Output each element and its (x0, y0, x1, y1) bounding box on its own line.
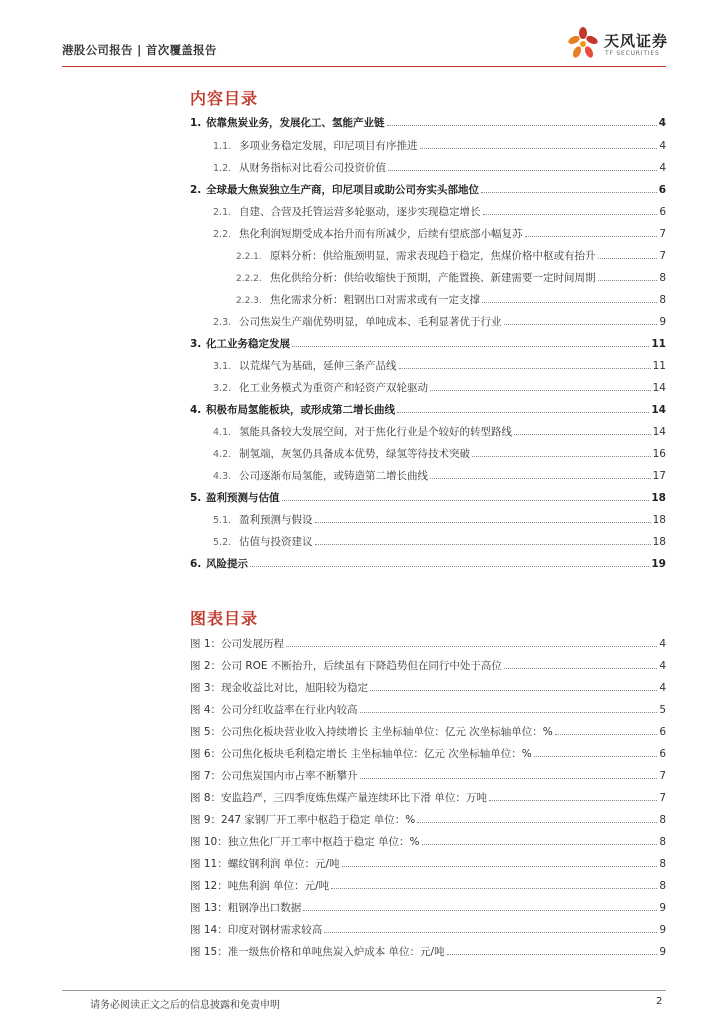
dot-leader (292, 346, 649, 347)
toc-entry-level-1[interactable] (190, 115, 666, 131)
header-divider (62, 66, 666, 67)
toc-entry-page: 8 (659, 272, 666, 284)
toc-entry-text: 公司逐渐布局氢能，或铸造第二增长曲线 (239, 470, 428, 482)
page-number: 2 (656, 996, 663, 1007)
figure-list-entry[interactable] (190, 878, 666, 894)
footer-disclaimer: 请务必阅读正文之后的信息披露和免责申明 (90, 1000, 280, 1011)
dot-leader (534, 756, 658, 757)
dot-leader (342, 866, 658, 867)
toc-entry-text: 风险提示 (206, 558, 248, 570)
figure-list-entry[interactable] (190, 702, 666, 718)
figure-entry-text: 图 9：247 家钢厂开工率中枢趋于稳定 单位：% (190, 814, 416, 826)
toc-entry-level-2[interactable] (213, 424, 666, 440)
toc-entry-text: 公司焦炭生产端优势明显，单吨成本、毛利显著优于行业 (239, 316, 502, 328)
toc-entry-level-3[interactable] (236, 292, 666, 308)
figure-list-entry[interactable] (190, 922, 666, 938)
toc-entry-page: 9 (659, 316, 666, 328)
dot-leader (430, 390, 651, 391)
toc-entry-number: 3. (190, 338, 202, 350)
figure-list-entry[interactable] (190, 680, 666, 696)
toc-entry-text: 从财务指标对比看公司投资价值 (239, 162, 386, 174)
dot-leader (472, 456, 651, 457)
toc-entry-number: 6. (190, 558, 202, 570)
toc-entry-level-1[interactable] (190, 182, 666, 198)
toc-entry-page: 4 (658, 117, 666, 129)
dot-leader (525, 236, 658, 237)
figure-entry-text: 图 12：吨焦利润 单位：元/吨 (190, 880, 330, 892)
figure-entry-text: 图 1：公司发展历程 (190, 638, 285, 650)
toc-entry-level-2[interactable] (213, 160, 666, 176)
toc-entry-number: 2.2.3. (236, 296, 262, 306)
figure-entry-page: 8 (659, 880, 666, 892)
figure-list-entry[interactable] (190, 856, 666, 872)
dot-leader (482, 302, 657, 303)
figure-entry-text: 图 4：公司分红收益率在行业内较高 (190, 704, 358, 716)
toc-entry-text: 焦化需求分析：粗钢出口对需求或有一定支撑 (270, 294, 480, 306)
toc-entry-level-2[interactable] (213, 534, 666, 550)
logo-name: 天风证券 (604, 32, 669, 50)
toc-entry-level-2[interactable] (213, 314, 666, 330)
figure-entry-text: 图 8：安监趋严，三四季度炼焦煤产量连续环比下滑 单位：万吨 (190, 792, 487, 804)
toc-entry-page: 18 (652, 536, 666, 548)
figure-entry-page: 9 (659, 902, 666, 914)
toc-entry-number: 4.1. (213, 427, 232, 438)
dot-leader (555, 734, 658, 735)
toc-entry-text: 自建、合营及托管运营多轮驱动，逐步实现稳定增长 (239, 206, 481, 218)
figure-entry-page: 4 (659, 638, 666, 650)
footer-divider (62, 990, 666, 991)
toc-entry-page: 14 (652, 426, 666, 438)
dot-leader (422, 844, 658, 845)
figure-entry-page: 9 (659, 924, 666, 936)
figure-entry-page: 7 (659, 770, 666, 782)
figure-entry-page: 4 (659, 682, 666, 694)
toc-entry-text: 全球最大焦炭独立生产商，印尼项目或助公司夯实头部地位 (206, 184, 479, 196)
figure-entry-page: 7 (659, 792, 666, 804)
dot-leader (489, 800, 657, 801)
toc-entry-level-2[interactable] (213, 380, 666, 396)
dot-leader (315, 522, 651, 523)
toc-entry-page: 4 (659, 162, 666, 174)
toc-entry-text: 盈利预测与假设 (239, 514, 313, 526)
dot-leader (360, 778, 658, 779)
dot-leader (514, 434, 651, 435)
figure-entry-page: 4 (659, 660, 666, 672)
toc-entry-text: 估值与投资建议 (239, 536, 313, 548)
toc-entry-level-2[interactable] (213, 512, 666, 528)
dot-leader (397, 412, 649, 413)
toc-entry-number: 5.1. (213, 515, 232, 526)
toc-entry-page: 19 (651, 558, 666, 570)
company-logo (566, 26, 676, 62)
toc-entry-number: 2.2.1. (236, 252, 262, 262)
toc-entry-text: 氢能具备较大发展空间，对于焦化行业是个较好的转型路线 (239, 426, 512, 438)
figure-entry-text: 图 14：印度对钢材需求较高 (190, 924, 323, 936)
dot-leader (388, 170, 657, 171)
toc-entry-page: 16 (652, 448, 666, 460)
toc-entry-number: 2.1. (213, 207, 232, 218)
toc-entry-text: 化工业务模式为重资产和轻资产双轮驱动 (239, 382, 428, 394)
figure-list-entry[interactable] (190, 658, 666, 674)
toc-entry-level-2[interactable] (213, 138, 666, 154)
dot-leader (598, 280, 658, 281)
dot-leader (387, 125, 657, 126)
toc-entry-number: 4. (190, 404, 202, 416)
toc-entry-number: 2.3. (213, 317, 232, 328)
toc-entry-text: 依靠焦炭业务，发展化工、氢能产业链 (206, 117, 385, 129)
figure-list-entry[interactable] (190, 746, 666, 762)
dot-leader (286, 646, 657, 647)
toc-entry-page: 11 (652, 360, 666, 372)
tf-flower-logo-icon (566, 26, 600, 62)
figure-list-entry[interactable] (190, 636, 666, 652)
toc-entry-level-3[interactable] (236, 270, 666, 286)
toc-entry-page: 8 (659, 294, 666, 306)
figure-entry-page: 6 (659, 726, 666, 738)
toc-entry-level-1[interactable] (190, 556, 666, 572)
toc-entry-number: 1. (190, 117, 202, 129)
dot-leader (370, 690, 657, 691)
figure-entry-text: 图 2：公司 ROE 不断抬升，后续虽有下降趋势但在同行中处于高位 (190, 660, 502, 672)
dot-leader (420, 148, 658, 149)
figure-entry-text: 图 10：独立焦化厂开工率中枢趋于稳定 单位：% (190, 836, 420, 848)
toc-entry-level-2[interactable] (213, 226, 666, 242)
toc-entry-text: 焦化供给分析：供给收缩快于预期，产能置换、新建需要一定时间周期 (270, 272, 596, 284)
dot-leader (360, 712, 658, 713)
figure-entry-page: 8 (659, 836, 666, 848)
dot-leader (483, 214, 658, 215)
figure-entry-page: 6 (659, 748, 666, 760)
toc-entry-level-2[interactable] (213, 468, 666, 484)
toc-entry-number: 5. (190, 492, 202, 504)
dot-leader (315, 544, 651, 545)
toc-entry-page: 14 (652, 382, 666, 394)
figure-list-entry[interactable] (190, 900, 666, 916)
figure-entry-text: 图 3：现金收益比对比，旭阳较为稳定 (190, 682, 369, 694)
toc-entry-text: 化工业务稳定发展 (206, 338, 290, 350)
figure-list-title: 图表目录 (190, 609, 259, 628)
toc-entry-level-1[interactable] (190, 490, 666, 506)
toc-entry-text: 原料分析：供给瓶颈明显，需求表现趋于稳定，焦煤价格中枢或有抬升 (270, 250, 596, 262)
dot-leader (303, 910, 657, 911)
dot-leader (331, 888, 657, 889)
toc-entry-number: 4.3. (213, 471, 232, 482)
figure-list-entry[interactable] (190, 768, 666, 784)
toc-entry-text: 以荒煤气为基础，延伸三条产品线 (239, 360, 397, 372)
dot-leader (504, 324, 658, 325)
toc-entry-page: 6 (658, 184, 666, 196)
toc-entry-level-2[interactable] (213, 358, 666, 374)
toc-entry-text: 盈利预测与估值 (206, 492, 280, 504)
dot-leader (430, 478, 651, 479)
toc-entry-level-1[interactable] (190, 402, 666, 418)
logo-subtitle: TF SECURITIES (605, 50, 660, 57)
toc-entry-number: 4.2. (213, 449, 232, 460)
figure-list-entry[interactable] (190, 834, 666, 850)
figure-entry-text: 图 13：粗钢净出口数据 (190, 902, 302, 914)
figure-list-entry[interactable] (190, 812, 666, 828)
toc-entry-number: 1.2. (213, 163, 232, 174)
toc-entry-page: 7 (659, 250, 666, 262)
figure-list-entry[interactable] (190, 790, 666, 806)
toc-entry-level-2[interactable] (213, 204, 666, 220)
dot-leader (399, 368, 651, 369)
toc-entry-number: 3.1. (213, 361, 232, 372)
toc-entry-page: 11 (651, 338, 666, 350)
toc-entry-page: 6 (659, 206, 666, 218)
dot-leader (250, 566, 649, 567)
toc-entry-text: 积极布局氢能板块，或形成第二增长曲线 (206, 404, 395, 416)
dot-leader (324, 932, 657, 933)
figure-entry-text: 图 7：公司焦炭国内市占率不断攀升 (190, 770, 358, 782)
dot-leader (447, 954, 658, 955)
figure-entry-text: 图 5：公司焦化板块营业收入持续增长 主坐标轴单位：亿元 次坐标轴单位：% (190, 726, 553, 738)
figure-entry-text: 图 6：公司焦化板块毛利稳定增长 主坐标轴单位：亿元 次坐标轴单位：% (190, 748, 532, 760)
toc-entry-number: 3.2. (213, 383, 232, 394)
toc-entry-page: 7 (659, 228, 666, 240)
toc-entry-page: 18 (652, 514, 666, 526)
toc-entry-text: 制氢端，灰氢仍具备成本优势，绿氢等待技术突破 (239, 448, 470, 460)
figure-list-entry[interactable] (190, 724, 666, 740)
toc-entry-number: 1.1. (213, 141, 232, 152)
toc-entry-level-1[interactable] (190, 336, 666, 352)
figure-entry-page: 5 (659, 704, 666, 716)
dot-leader (598, 258, 658, 259)
toc-entry-number: 5.2. (213, 537, 232, 548)
figure-list-entry[interactable] (190, 944, 666, 960)
toc-entry-number: 2. (190, 184, 202, 196)
toc-entry-text: 焦化利润短期受成本抬升而有所减少，后续有望底部小幅复苏 (239, 228, 523, 240)
dot-leader (417, 822, 657, 823)
toc-entry-level-2[interactable] (213, 446, 666, 462)
toc-entry-level-3[interactable] (236, 248, 666, 264)
dot-leader (504, 668, 657, 669)
dot-leader (282, 500, 650, 501)
figure-entry-page: 8 (659, 814, 666, 826)
toc-entry-page: 4 (659, 140, 666, 152)
toc-entry-page: 17 (652, 470, 666, 482)
toc-entry-page: 14 (651, 404, 666, 416)
dot-leader (481, 192, 657, 193)
toc-entry-number: 2.2.2. (236, 274, 262, 284)
figure-entry-page: 9 (659, 946, 666, 958)
report-type-label: 港股公司报告 | 首次覆盖报告 (62, 43, 217, 57)
toc-entry-text: 多项业务稳定发展，印尼项目有序推进 (239, 140, 418, 152)
figure-entry-text: 图 15：准一级焦价格和单吨焦炭入炉成本 单位：元/吨 (190, 946, 445, 958)
toc-entry-number: 2.2. (213, 229, 232, 240)
toc-entry-page: 18 (651, 492, 666, 504)
toc-title: 内容目录 (190, 89, 259, 108)
figure-entry-page: 8 (659, 858, 666, 870)
figure-entry-text: 图 11：螺纹钢利润 单位：元/吨 (190, 858, 340, 870)
